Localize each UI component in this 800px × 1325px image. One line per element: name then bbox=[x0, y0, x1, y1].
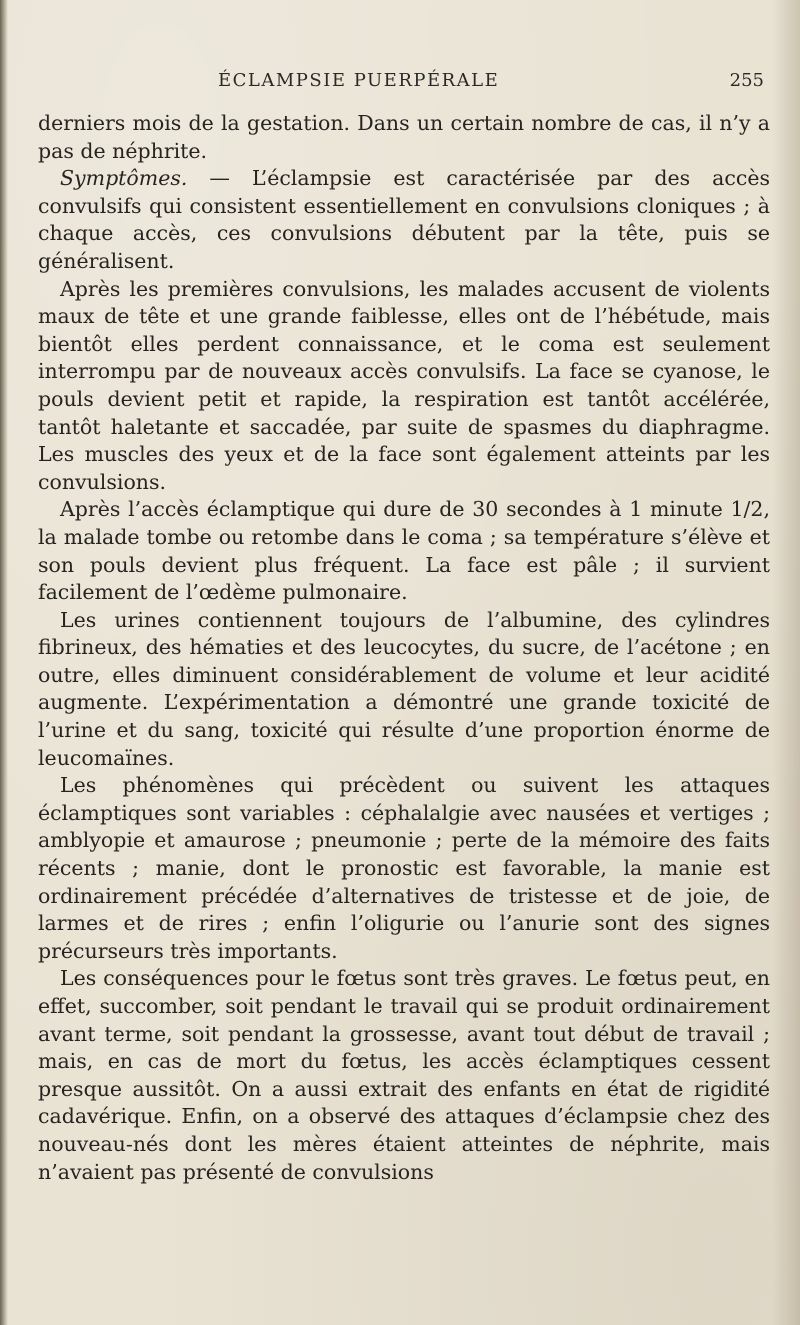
paragraph-text: derniers mois de la gestation. Dans un certain nombre de cas, il n’y a pas de néphrite. bbox=[38, 111, 770, 163]
running-title: ÉCLAMPSIE PUERPÉRALE bbox=[218, 70, 500, 91]
paragraph-text: Les urines contiennent toujours de l’albumine, des cylindres fibrineux, des hématies et des leucocytes, du sucre, de l’acétone ; en outre, elles diminuent considérablement de volume et leur acidité augmente. L’expérimentation a démontré une grande toxicité de l’urine et du sang, toxicité qui résulte d’une proportion énorme de leucomaïnes. bbox=[38, 607, 770, 770]
paragraph bbox=[38, 965, 770, 1186]
paragraph-symptoms bbox=[38, 165, 770, 275]
page-number: 255 bbox=[729, 70, 764, 91]
paragraph bbox=[38, 276, 770, 497]
paragraph-text: Les conséquences pour le fœtus sont très graves. Le fœtus peut, en effet, succomber, soit pendant le travail qui se produit ordinairement avant terme, soit pendant la grossesse, avant tout début de travail ; mais, en cas de mort du fœtus, les accès éclamptiques cessent presque aussitôt. On a aussi extrait des enfants en état de rigidité cadavérique. Enfin, on a observé des attaques d’éclampsie chez des nouveau-nés dont les mères étaient atteintes de néphrite, mais n’avaient pas présenté de convulsions bbox=[38, 966, 770, 1184]
paragraph bbox=[38, 496, 770, 606]
paragraph bbox=[38, 607, 770, 773]
paragraph-text: Après les premières convulsions, les malades accusent de violents maux de tête et une grande faiblesse, elles ont de l’hébétude, mais bientôt elles perdent connaissance, et le coma est seulement interrompu par de nouveaux accès convulsifs. La face se cyanose, le pouls devient petit et rapide, la respiration est tantôt accélérée, tantôt haletante et saccadée, par suite de spasmes du diaphragme. Les muscles des yeux et de la face sont également atteints par les convulsions. bbox=[38, 276, 770, 494]
paragraph-text: Les phénomènes qui précèdent ou suivent les attaques éclamptiques sont variables : céphalalgie avec nausées et vertiges ; amblyopie et amaurose ; pneumonie ; perte de la mémoire des faits récents ; manie, dont le pronostic est favorable, la manie est ordinairement précédée d’alternatives de tristesse et de joie, de larmes et de rires ; enfin l’oligurie ou l’anurie sont des signes précurseurs très importants. bbox=[38, 773, 770, 963]
body-text bbox=[38, 110, 770, 1186]
paragraph bbox=[38, 772, 770, 965]
section-lead: Symptômes. bbox=[60, 166, 188, 191]
paragraph-text: — L’éclampsie est caractérisée par des accès convulsifs qui consistent essentiellement en convulsions cloniques ; à chaque accès, ces convulsions débutent par la tête, puis se généralisent. bbox=[38, 166, 770, 273]
paragraph-continuation bbox=[38, 110, 770, 165]
page-gutter-shadow bbox=[0, 0, 8, 1325]
page-edge-shadow bbox=[772, 0, 800, 1325]
paragraph-text: Après l’accès éclamptique qui dure de 30 secondes à 1 minute 1/2, la malade tombe ou retombe dans le coma ; sa température s’élève et son pouls devient plus fréquent. La face est pâle ; il survient facilement de l’œdème pulmonaire. bbox=[38, 497, 770, 605]
